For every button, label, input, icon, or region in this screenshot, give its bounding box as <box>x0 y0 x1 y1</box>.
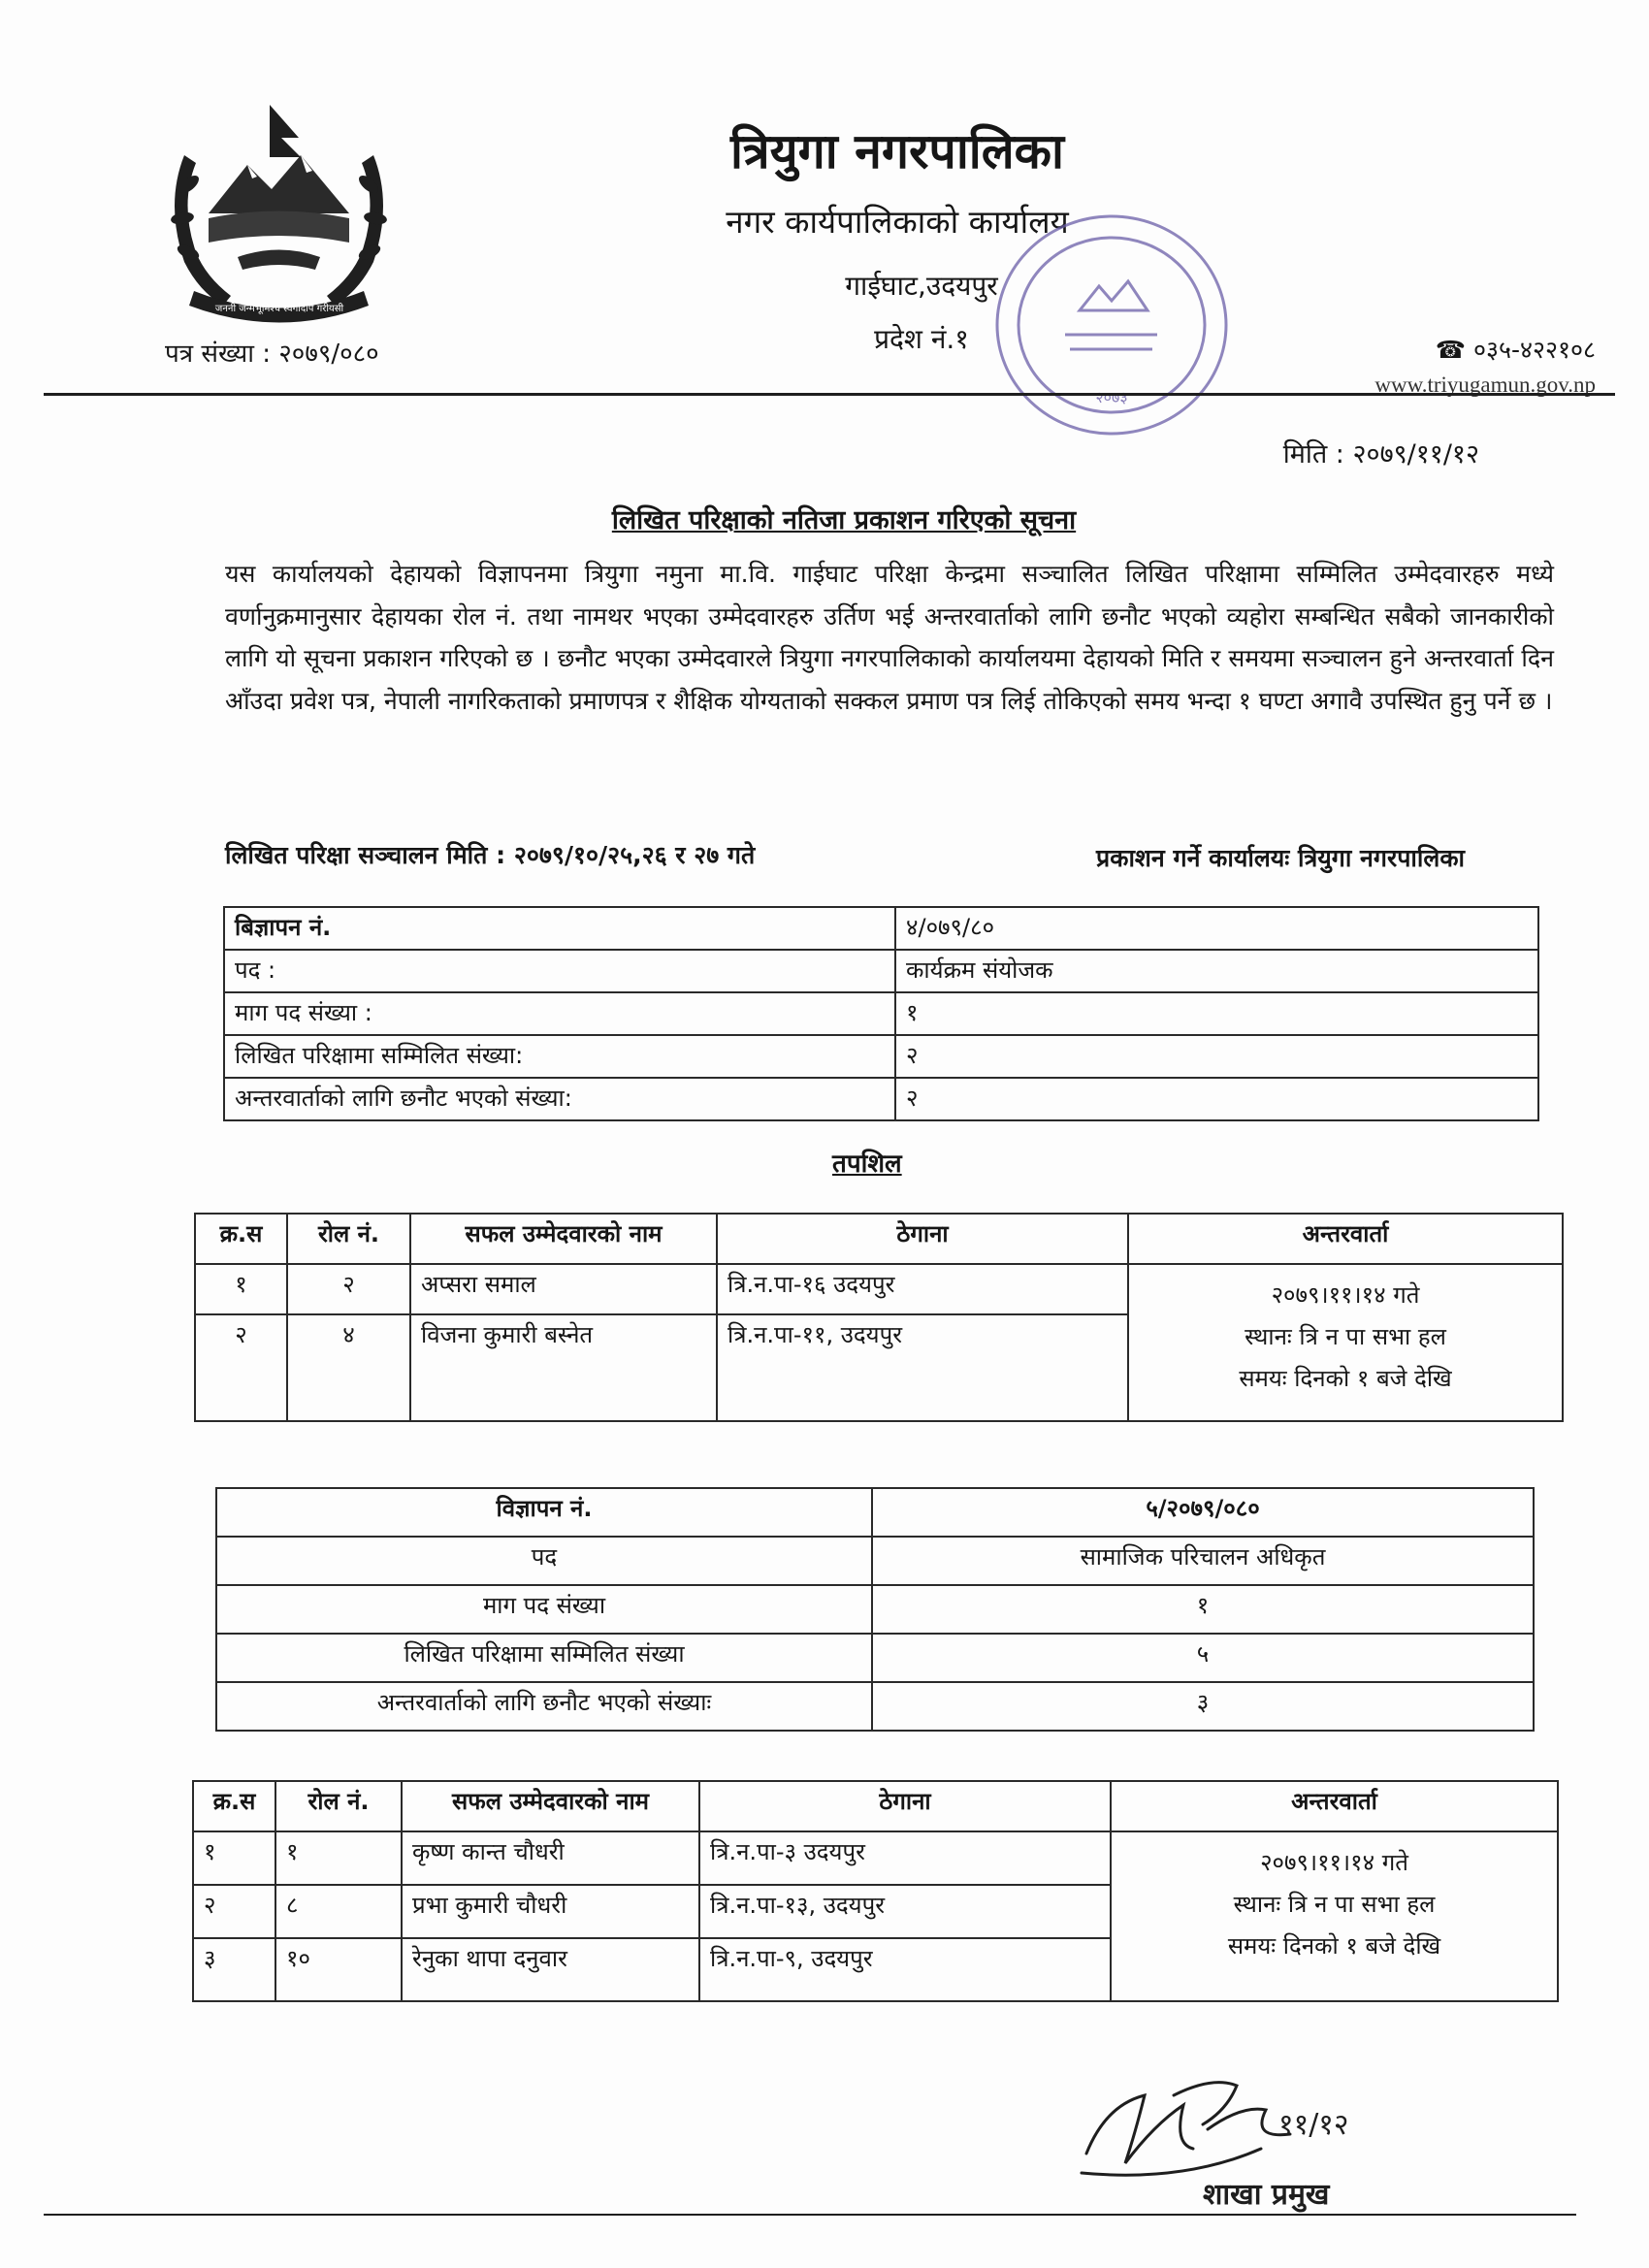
header-divider <box>44 393 1615 396</box>
address-cell: त्रि.न.पा-९, उदयपुर <box>699 1938 1111 2001</box>
serial-cell: ३ <box>193 1938 275 2001</box>
notice-date: मिति : २०७९/११/१२ <box>1282 439 1479 470</box>
vacancy-label: अन्तरवार्ताको लागि छनौट भएको संख्या: <box>224 1078 895 1120</box>
interview-cell <box>1128 1264 1563 1421</box>
header-roll: रोल नं. <box>287 1214 410 1264</box>
table-row <box>216 1585 1534 1634</box>
table-row <box>224 1078 1538 1120</box>
table-row <box>216 1488 1534 1537</box>
name-cell: अप्सरा समाल <box>410 1264 717 1314</box>
table-header-row <box>195 1214 1563 1264</box>
vacancy-value: १ <box>895 992 1538 1035</box>
signature-date: ११/१२ <box>1278 2108 1349 2142</box>
address-cell: त्रि.न.पा-१३, उदयपुर <box>699 1885 1111 1938</box>
vacancy-label: लिखित परिक्षामा सम्मिलित संख्या: <box>224 1035 895 1078</box>
name-cell: विजना कुमारी बस्नेत <box>410 1314 717 1421</box>
vacancy-label: माग पद संख्या <box>216 1585 872 1634</box>
roll-cell: १० <box>275 1938 402 2001</box>
table-row <box>193 1831 1558 1885</box>
serial-cell: १ <box>193 1831 275 1885</box>
header-name: सफल उम्मेदवारको नाम <box>410 1214 717 1264</box>
roll-cell: ४ <box>287 1314 410 1421</box>
address-cell: त्रि.न.पा-१६ उदयपुर <box>717 1264 1128 1314</box>
vacancy-label: माग पद संख्या : <box>224 992 895 1035</box>
vacancy-label: अन्तरवार्ताको लागि छनौट भएको संख्याः <box>216 1682 872 1731</box>
letter-number: पत्र संख्या : २०७९/०८० <box>165 340 379 369</box>
header-interview: अन्तरवार्ता <box>1128 1214 1563 1264</box>
handwritten-signature <box>1067 2037 1426 2217</box>
interview-place: स्थानः त्रि न पा सभा हल <box>1245 1323 1446 1350</box>
table-row <box>216 1634 1534 1682</box>
province-number: प्रदेश नं.१ <box>874 323 969 355</box>
roll-cell: १ <box>275 1831 402 1885</box>
interview-cell <box>1111 1831 1558 2001</box>
header-serial: क्र.स <box>195 1214 287 1264</box>
vacancy-table-2 <box>215 1487 1535 1732</box>
address-cell: त्रि.न.पा-३ उदयपुर <box>699 1831 1111 1885</box>
interview-place: स्थानः त्रि न पा सभा हल <box>1233 1891 1436 1918</box>
header-address: ठेगाना <box>717 1214 1128 1264</box>
serial-cell: २ <box>195 1314 287 1421</box>
interview-time: समयः दिनको १ बजे देखि <box>1227 1932 1441 1960</box>
table-row <box>195 1264 1563 1314</box>
results-table-1 <box>194 1213 1564 1422</box>
vacancy-value: ३ <box>872 1682 1534 1731</box>
header-serial: क्र.स <box>193 1781 275 1831</box>
vacancy-label: लिखित परिक्षामा सम्मिलित संख्या <box>216 1634 872 1682</box>
table-row <box>224 907 1538 950</box>
vacancy-value: ४/०७९/८० <box>895 907 1538 950</box>
vacancy-label: पद <box>216 1537 872 1585</box>
vacancy-value: ५ <box>872 1634 1534 1682</box>
header-name: सफल उम्मेदवारको नाम <box>402 1781 699 1831</box>
table-row <box>216 1682 1534 1731</box>
table-header-row <box>193 1781 1558 1831</box>
table-row <box>224 992 1538 1035</box>
vacancy-label: पद : <box>224 950 895 992</box>
notice-paragraph: यस कार्यालयको देहायको विज्ञापनमा त्रियुगा नमुना मा.वि. गाईघाट परिक्षा केन्द्रमा सञ्चालित लिखित परिक्षामा सम्मिलित उम्मेदवारहरु मध्ये वर्णानुक्रमानुसार देहायका रोल नं. तथा नामथर भएका उम्मेदवारहरु उर्तिण भई अन्तरवार्ताको लागि छनौट भएको व्यहोरा सम्बन्धित सबैको जानकारीको लागि यो सूचना प्रकाशन गरिएको छ । छनौट भएका उम्मेदवारले त्रियुगा नगरपालिकाको कार्यालयमा देहायको मिति र समयमा सञ्चालन हुने अन्तरवार्ता दिन आँउदा प्रवेश पत्र, नेपाली नागरिकताको प्रमाणपत्र र शैक्षिक योग्यताको सक्कल प्रमाण पत्र लिई तोकिएको समय भन्दा १ घण्टा अगावै उपस्थित हुनु पर्ने छ । <box>225 560 1554 715</box>
address-cell: त्रि.न.पा-११, उदयपुर <box>717 1314 1128 1421</box>
vacancy-value: कार्यक्रम संयोजक <box>895 950 1538 992</box>
header-interview: अन्तरवार्ता <box>1111 1781 1558 1831</box>
serial-cell: १ <box>195 1264 287 1314</box>
interview-date: २०७९।११।१४ गते <box>1271 1281 1420 1309</box>
roll-cell: ८ <box>275 1885 402 1938</box>
footer-divider <box>44 2214 1576 2216</box>
phone-number: ☎ ०३५-४२२१०८ <box>1435 336 1596 364</box>
vacancy-value: २ <box>895 1035 1538 1078</box>
section-head-stamp: शाखा प्रमुख <box>1203 2178 1330 2212</box>
vacancy-label: विज्ञापन नं. <box>216 1488 872 1537</box>
table-row <box>224 950 1538 992</box>
vacancy-value: १ <box>872 1585 1534 1634</box>
header-address: ठेगाना <box>699 1781 1111 1831</box>
vacancy-label: बिज्ञापन नं. <box>224 907 895 950</box>
interview-date: २०७९।११।१४ गते <box>1260 1849 1408 1876</box>
vacancy-value: ५/२०७९/०८० <box>872 1488 1534 1537</box>
interview-time: समयः दिनको १ बजे देखि <box>1239 1365 1452 1392</box>
publisher-office: प्रकाशन गर्ने कार्यालयः त्रियुगा नगरपालिका <box>1096 844 1465 872</box>
exam-date: लिखित परिक्षा सञ्चालन मिति : २०७९/१०/२५,२६ र २७ गते <box>225 841 756 869</box>
office-name: नगर कार्यपालिकाको कार्यालय <box>726 203 1069 241</box>
name-cell: प्रभा कुमारी चौधरी <box>402 1885 699 1938</box>
municipality-name: त्रियुगा नगरपालिका <box>730 123 1064 179</box>
website-link[interactable]: www.triyugamun.gov.np <box>1374 373 1596 397</box>
details-heading: तपशिल <box>832 1150 902 1179</box>
serial-cell: २ <box>193 1885 275 1938</box>
office-stamp <box>987 204 1235 446</box>
table-row <box>224 1035 1538 1078</box>
roll-cell: २ <box>287 1264 410 1314</box>
vacancy-value: सामाजिक परिचालन अधिकृत <box>872 1537 1534 1585</box>
notice-title: लिखित परिक्षाको नतिजा प्रकाशन गरिएको सूचना <box>611 505 1077 535</box>
name-cell: कृष्ण कान्त चौधरी <box>402 1831 699 1885</box>
office-address: गाईघाट,उदयपुर <box>845 270 998 302</box>
vacancy-value: २ <box>895 1078 1538 1120</box>
name-cell: रेनुका थापा दनुवार <box>402 1938 699 2001</box>
svg-text:२०७३: २०७३ <box>1095 388 1128 406</box>
header-roll: रोल नं. <box>275 1781 402 1831</box>
results-table-2 <box>192 1780 1559 2002</box>
emblem-caption: जननी जन्मभूमिश्च स्वर्गादपि गरीयसी <box>214 304 344 314</box>
table-row <box>216 1537 1534 1585</box>
vacancy-table-1 <box>223 906 1539 1121</box>
